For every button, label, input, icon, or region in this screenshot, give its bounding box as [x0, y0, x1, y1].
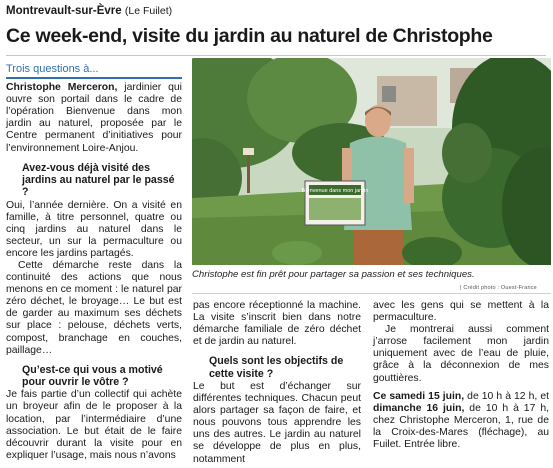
- answer-2-continued: pas encore réceptionné la machine. La visite s’inscrit bien dans notre démarche familiale de zéro déchet et de jardin au naturel.: [193, 300, 361, 348]
- answer-1: Oui, l’année dernière. On a visité en famille, à titre personnel, quatre ou cinq jardins au naturel dans le secteur, un sur la permaculture ou encore les jardins partagés.: [6, 199, 182, 259]
- answer-2: Je fais partie d’un collectif qui achète un broyeur afin de le proposer à la location, par l’intermédiaire d’une association. Le but était de le faire découvrir durant la visite pour en expliquer l’usage, mais nous n’avons: [6, 389, 182, 461]
- column-2: [193, 300, 361, 466]
- dateline: [6, 5, 172, 17]
- intro-text: jardinier qui ouvre son portail dans le cadre de l’opération Bienvenue dans mon jardin au naturel, proposée par le Centre permanent d’initiatives pour l’environnement Loire-Anjou.: [6, 82, 182, 154]
- event-hours-saturday: de 10 h à 12 h, et: [464, 390, 549, 402]
- answer-1-continued: Cette démarche reste dans la continuité des actions que nous menons en ce moment : le naturel par zéro déchet, le broyage… Le but est de garder au maximum ses déchets sur place : pelouse, déchets verts, compost, branchage en couches, paillage…: [6, 260, 182, 356]
- answer-3: Le but est d’échanger sur différentes techniques. Chacun peut alors partager sa façon de faire, et nous pouvons tous apprendre les uns des autres. Le jardin au naturel se développe de plus en plus, notamment: [193, 380, 361, 465]
- photo-credit: | Crédit photo : Ouest-France: [460, 285, 537, 291]
- event-info: [373, 391, 549, 451]
- answer-3-continued: avec les gens qui se mettent à la permaculture.: [373, 300, 549, 324]
- dateline-locality: (Le Fuilet): [124, 5, 173, 17]
- headline-divider: [6, 55, 546, 56]
- question-1: Avez-vous déjà visité des jardins au naturel par le passé ?: [22, 161, 175, 199]
- sign-text: Bienvenue dans mon jardin: [301, 188, 369, 194]
- answer-3-watering: Je montrerai aussi comment j’arrose facilement mon jardin uniquement avec de l’eau de pluie, grâce à la déconnexion de mes gouttières.: [373, 324, 549, 384]
- interviewee-name: Christophe Merceron,: [6, 82, 118, 94]
- event-details: de 10 h à 17 h, chez Christophe Merceron, 1, rue de la Croix-des-Mares (fléchage), au Fuilet. Entrée libre.: [373, 402, 549, 451]
- event-date-saturday: Ce samedi 15 juin,: [373, 390, 465, 402]
- column-3: [373, 300, 549, 451]
- intro-paragraph: [6, 82, 182, 155]
- article-photo: [192, 58, 551, 265]
- photo-caption: Christophe est fin prêt pour partager sa passion et ses techniques.: [192, 269, 475, 280]
- caption-divider: [192, 293, 551, 294]
- article-headline: Ce week-end, visite du jardin au naturel de Christophe: [6, 25, 493, 47]
- question-3: Quels sont les objectifs de cette visite ?: [209, 355, 344, 380]
- column-1: [6, 63, 182, 462]
- event-date-sunday: dimanche 16 juin,: [373, 402, 465, 414]
- question-2: Qu’est-ce qui vous a motivé pour ouvrir le vôtre ?: [22, 363, 163, 389]
- dateline-town: Montrevault-sur-Èvre: [6, 5, 122, 17]
- section-kicker: Trois questions à...: [6, 63, 182, 79]
